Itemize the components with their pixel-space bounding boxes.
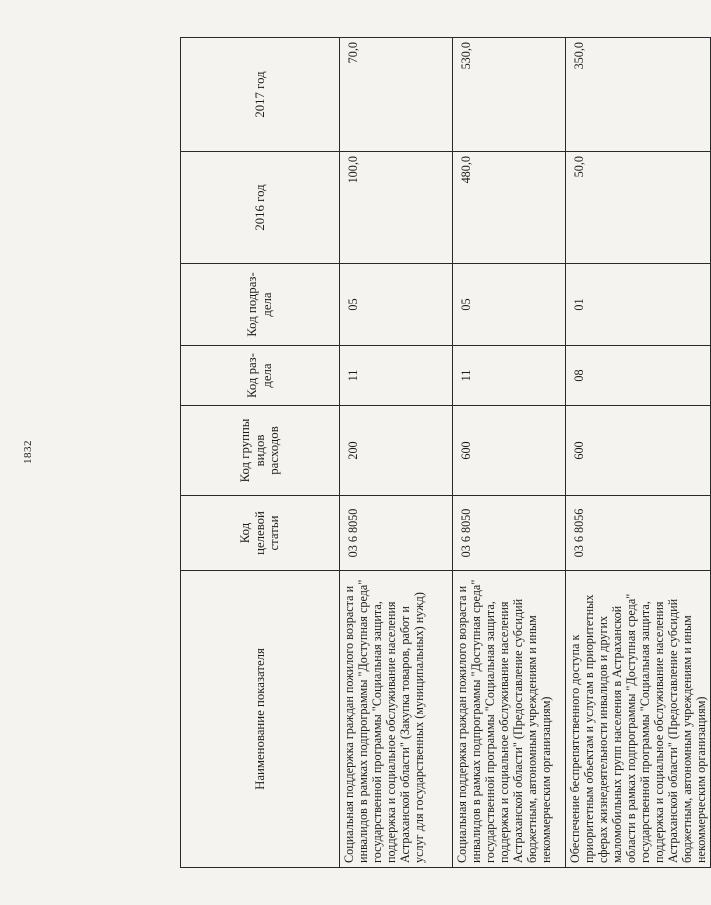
budget-table: [180, 37, 711, 868]
header-name: Наименование показателя: [181, 571, 340, 868]
row-subsection-code: 05: [340, 264, 453, 346]
row-name: Социальная поддержка граждан пожилого возраста и инвалидов в рамках подпрограммы "Доступная среда" государственной программы "Социальная защита, поддержка и социальное обслуживание населения Астраханской области" (Предоставление субсидий бюджетным, автономным учреждениям и иным некоммерческим организациям): [453, 571, 566, 868]
row-target-code: 03 6 8050: [340, 496, 453, 571]
table-row: [340, 38, 453, 868]
row-subsection-code: 01: [566, 264, 711, 346]
row-group-code: 200: [340, 406, 453, 496]
header-year-2016: 2016 год: [181, 152, 340, 264]
row-subsection-code: 05: [453, 264, 566, 346]
row-target-code: 03 6 8050: [453, 496, 566, 571]
row-value-2017: 350,0: [566, 38, 711, 152]
row-group-code: 600: [453, 406, 566, 496]
row-name: Социальная поддержка граждан пожилого возраста и инвалидов в рамках подпрограммы "Доступная среда" государственной программы "Социальная защита, поддержка и социальное обслуживание населения Астраханской области" (Закупка товаров, работ и услуг для государственных (муниципальных) нужд): [340, 571, 453, 868]
row-value-2017: 70,0: [340, 38, 453, 152]
header-section-code: Код раз-дела: [181, 346, 340, 406]
header-group-code: Код группы видов расходов: [181, 406, 340, 496]
row-target-code: 03 6 8056: [566, 496, 711, 571]
row-name: Обеспечение беспрепятственного доступа к приоритетным объектам и услугам в приоритетных сферах жизнедеятельности инвалидов и других маломобильных групп населения в Астраханской области в рамках подпрограммы "Доступная среда" государственной программы "Социальная защита, поддержка и социальное обслуживание населения Астраханской области" (Предоставление субсидий бюджетным, автономным учреждениям и иным некоммерческим организациям): [566, 571, 711, 868]
table-row: [566, 38, 711, 868]
row-value-2016: 50,0: [566, 152, 711, 264]
row-value-2016: 100,0: [340, 152, 453, 264]
header-target-code: Код целевой статьи: [181, 496, 340, 571]
header-subsection-code: Код подраз-дела: [181, 264, 340, 346]
page-number: 1832: [22, 440, 34, 464]
table-header-row: [181, 38, 340, 868]
row-value-2016: 480,0: [453, 152, 566, 264]
header-year-2017: 2017 год: [181, 38, 340, 152]
row-section-code: 11: [340, 346, 453, 406]
table-row: [453, 38, 566, 868]
rotated-table-container: [180, 38, 709, 868]
row-group-code: 600: [566, 406, 711, 496]
row-value-2017: 530,0: [453, 38, 566, 152]
row-section-code: 11: [453, 346, 566, 406]
row-section-code: 08: [566, 346, 711, 406]
